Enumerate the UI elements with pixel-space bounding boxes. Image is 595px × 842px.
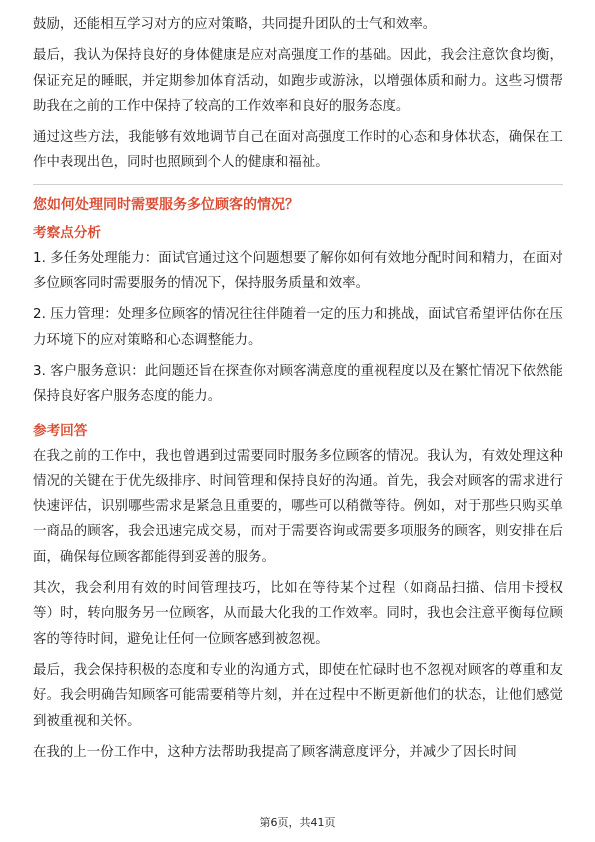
analysis-point-3: 3. 客户服务意识：此问题还旨在探查你对顾客满意度的重视程度以及在繁忙情况下依然能保持良好客户服务态度的能力。 xyxy=(33,363,563,405)
analysis-heading: 考察点分析 xyxy=(33,224,101,241)
answer-paragraph-4: 在我的上一份工作中，这种方法帮助我提高了顾客满意度评分，并减少了因长时间 xyxy=(33,744,517,760)
answer-heading: 参考回答 xyxy=(33,422,88,439)
analysis-point-1: 1. 多任务处理能力：面试官通过这个问题想要了解你如何有效地分配时间和精力，在面对多位顾客同时需要服务的情况下，保持服务质量和效率。 xyxy=(33,250,563,292)
answer-paragraph-2: 其次，我会利用有效的时间管理技巧，比如在等待某个过程（如商品扫描、信用卡授权等）时，转向服务另一位顾客，从而最大化我的工作效率。同时，我也会注意平衡每位顾客的等待时间，避免让任何一位顾客感到被忽视。 xyxy=(33,581,563,647)
answer-paragraph-3: 最后，我会保持积极的态度和专业的沟通方式，即使在忙碌时也不忽视对顾客的尊重和友好。我会明确告知顾客可能需要稍等片刻，并在过程中不断更新他们的状态，让他们感觉到被重视和关怀。 xyxy=(33,662,563,729)
document-page xyxy=(33,12,563,771)
intro-paragraph-1: 鼓励，还能相互学习对方的应对策略，共同提升团队的士气和效率。 xyxy=(33,17,437,32)
question-title: 您如何处理同时需要服务多位顾客的情况？ xyxy=(33,196,299,213)
intro-paragraph-2: 最后，我认为保持良好的身体健康是应对高强度工作的基础。因此，我会注意饮食均衡，保证充足的睡眠，并定期参加体育活动，如跑步或游泳，以增强体质和耐力。这些习惯帮助我在之前的工作中保持了较高的工作效率和良好的服务态度。 xyxy=(33,48,563,114)
analysis-point-2: 2. 压力管理：处理多位顾客的情况往往伴随着一定的压力和挑战，面试官希望评估你在压力环境下的应对策略和心态调整能力。 xyxy=(33,307,563,348)
section-divider xyxy=(33,184,563,185)
intro-paragraph-3: 通过这些方法，我能够有效地调节自己在面对高强度工作时的心态和身体状态，确保在工作中表现出色，同时也照顾到个人的健康和福祉。 xyxy=(33,130,563,171)
answer-paragraph-1: 在我之前的工作中，我也曾遇到过需要同时服务多位顾客的情况。我认为，有效处理这种情况的关键在于优先级排序、时间管理和保持良好的沟通。首先，我会对顾客的需求进行快速评估，识别哪些需求是紧急且重要的，哪些可以稍微等待。例如，对于那些只购买单一商品的顾客，我会迅速完成交易，而对于需要咨询或需要多项服务的顾客，则安排在后面，确保每位顾客都能得到妥善的服务。 xyxy=(33,448,563,565)
page-number: 第6页，共41页 xyxy=(259,816,336,829)
